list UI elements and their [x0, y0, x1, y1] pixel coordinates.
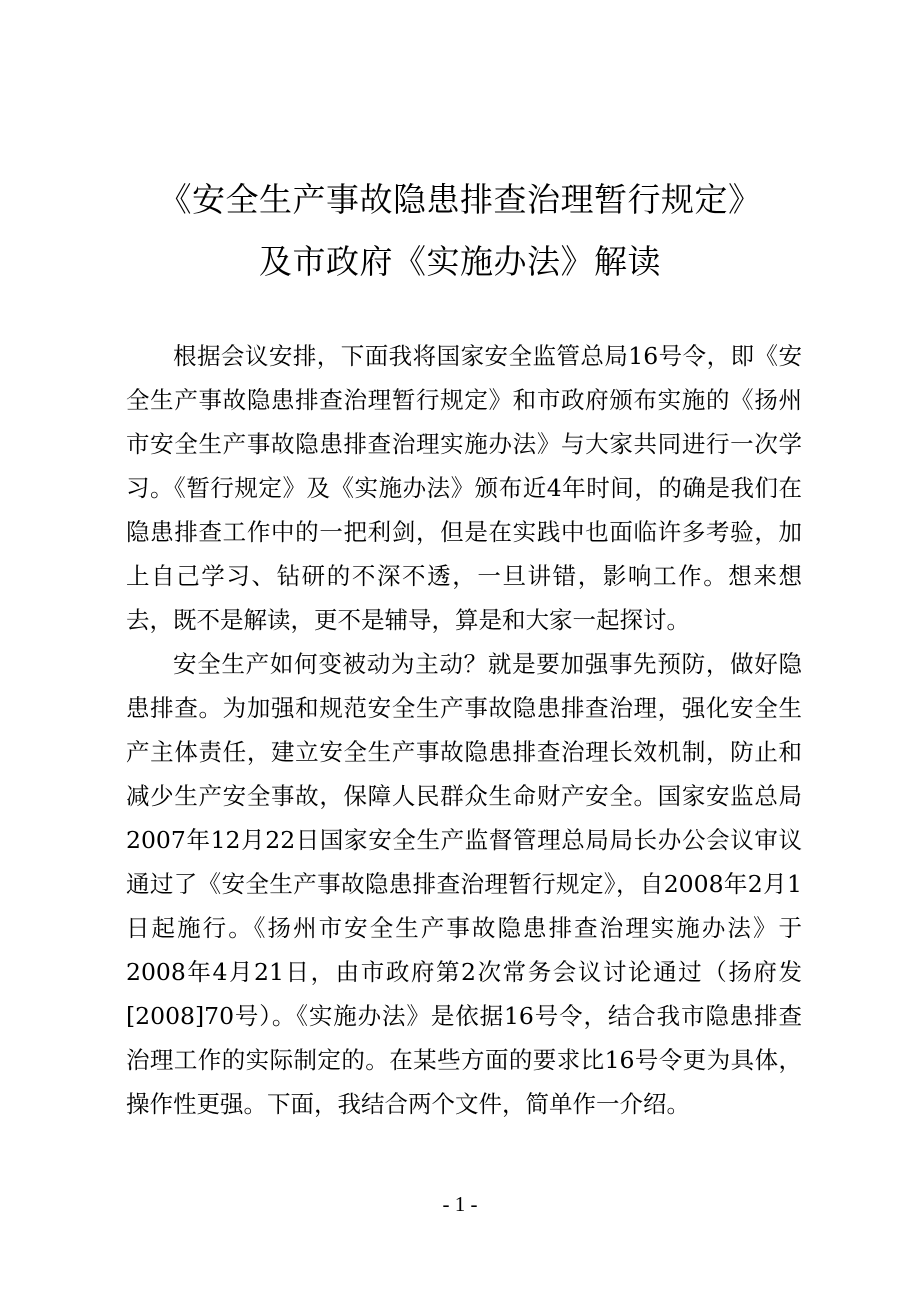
document-title-line-2: 及市政府《实施办法》解读 — [259, 242, 661, 281]
page-number: - 1 - — [442, 1192, 478, 1216]
paragraph-intro: 根据会议安排，下面我将国家安全监管总局16号令，即《安全生产事故隐患排查治理暂行规定》和市政府颁布实施的《扬州市安全生产事故隐患排查治理实施办法》与大家共同进行一次学习。《暂行规定》及《实施办法》颁布近4年时间，的确是我们在隐患排查工作中的一把利剑，但是在实践中也面临许多考验，加上自己学习、钻研的不深不透，一旦讲错，影响工作。想来想去，既不是解读，更不是辅导，算是和大家一起探讨。 — [126, 342, 802, 634]
document-title-line-1: 《安全生产事故隐患排查治理暂行规定》 — [158, 180, 762, 219]
paragraph-background: 安全生产如何变被动为主动？就是要加强事先预防，做好隐患排查。为加强和规范安全生产事故隐患排查治理，强化安全生产主体责任，建立安全生产事故隐患排查治理长效机制，防止和减少生产安全事故，保障人民群众生命财产安全。国家安监总局2007年12月22日国家安全生产监督管理总局局长办公会议审议通过了《安全生产事故隐患排查治理暂行规定》，自2008年2月1日起施行。《扬州市安全生产事故隐患排查治理实施办法》于2008年4月21日，由市政府第2次常务会议讨论通过（扬府发[2008]70号）。《实施办法》是依据16号令，结合我市隐患排查治理工作的实际制定的。在某些方面的要求比16号令更为具体，操作性更强。下面，我结合两个文件，简单作一介绍。 — [126, 650, 802, 1118]
document-body — [126, 334, 802, 1126]
